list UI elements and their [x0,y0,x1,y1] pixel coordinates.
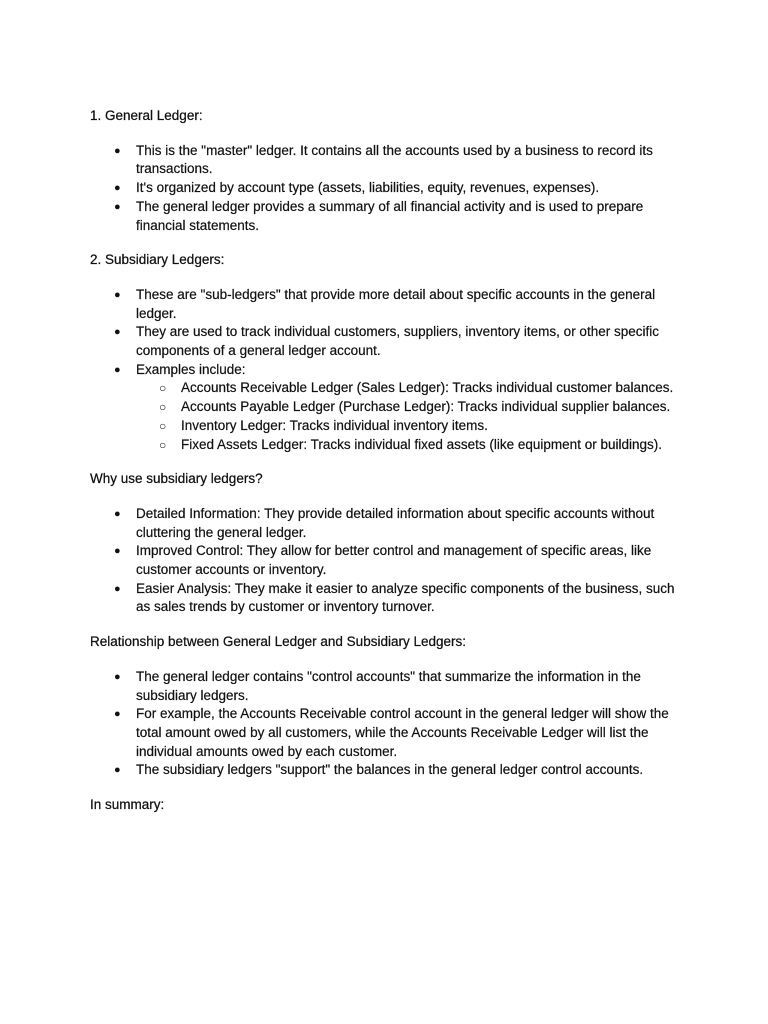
list-item: ● Improved Control: They allow for better control and management of specific areas, like customer accounts or inventory. [114,543,652,578]
list-item: ● The general ledger contains "control accounts" that summarize the information in the subsidiary ledgers. [114,668,641,703]
hollow-bullet-icon: ○ [159,437,167,452]
section-heading: Why use subsidiary ledgers? [90,471,263,487]
section-relationship [90,633,690,780]
bullet-icon: ● [114,764,121,777]
list-item: ● They are used to track individual customers, suppliers, inventory items, or other specific components of a general ledger account. [114,324,659,359]
bullet-list [90,668,690,780]
bullet-icon: ● [114,670,121,683]
hollow-bullet-icon: ○ [159,418,167,433]
section-summary [90,796,690,815]
bullet-icon: ● [114,363,121,376]
list-item: ● It's organized by account type (assets, liabilities, equity, revenues, expenses). [90,179,690,198]
bullet-icon: ● [114,182,121,195]
sub-list-item: ○ Accounts Payable Ledger (Purchase Ledger): Tracks individual supplier balances. [136,398,690,417]
section-subsidiary-ledgers [90,251,690,454]
bullet-icon: ● [114,545,121,558]
list-item: ● The general ledger provides a summary of all financial activity and is used to prepare financial statements. [114,198,644,233]
list-item: ● Easier Analysis: They make it easier to analyze specific components of the business, such as sales trends by customer or inventory turnover. [114,580,675,615]
list-item: ● The subsidiary ledgers "support" the balances in the general ledger control accounts. [90,761,690,780]
list-item: ● These are "sub-ledgers" that provide more detail about specific accounts in the general ledger. [114,286,656,321]
hollow-bullet-icon: ○ [159,400,167,415]
bullet-icon: ● [114,326,121,339]
sub-bullet-list [136,379,690,454]
list-item: ● This is the "master" ledger. It contains all the accounts used by a business to record its transactions. [114,142,653,177]
list-item: ● For example, the Accounts Receivable control account in the general ledger will show the total amount owed by all customers, while the Accounts Receivable Ledger will list the individual amounts owed by each customer. [114,706,669,759]
document-body [90,107,690,815]
bullet-icon: ● [114,507,121,520]
hollow-bullet-icon: ○ [159,381,167,396]
bullet-icon: ● [114,144,121,157]
bullet-icon: ● [114,582,121,595]
bullet-list [90,286,690,454]
list-item: ● Detailed Information: They provide detailed information about specific accounts without cluttering the general ledger. [114,505,655,540]
bullet-icon: ● [114,708,121,721]
sub-list-item: ○ Fixed Assets Ledger: Tracks individual fixed assets (like equipment or buildings). [136,436,690,455]
section-why-use [90,470,690,617]
section-heading: 2. Subsidiary Ledgers: [90,252,225,268]
sub-list-item: ○ Inventory Ledger: Tracks individual inventory items. [136,417,690,436]
section-heading: In summary: [90,797,165,813]
sub-list-item: ○ Accounts Receivable Ledger (Sales Ledger): Tracks individual customer balances. [136,379,690,398]
section-general-ledger [90,107,690,235]
bullet-list [90,505,690,617]
bullet-icon: ● [114,200,121,213]
bullet-list [90,142,690,236]
section-heading: 1. General Ledger: [90,108,203,123]
bullet-icon: ● [114,288,121,301]
section-heading: Relationship between General Ledger and Subsidiary Ledgers: [90,634,466,650]
list-item: ● Examples include: ○ Accounts Receivable Ledger (Sales Ledger): Tracks individual customer balances. ○ Accounts Payable Ledger (Purchase Ledger): Tracks individual supplier balances. ○ Inventory Ledger: Tracks individual inventory items. ○ Fixed Assets Ledger: Tracks individual fixed assets (like equipment or buildings). [90,361,690,455]
